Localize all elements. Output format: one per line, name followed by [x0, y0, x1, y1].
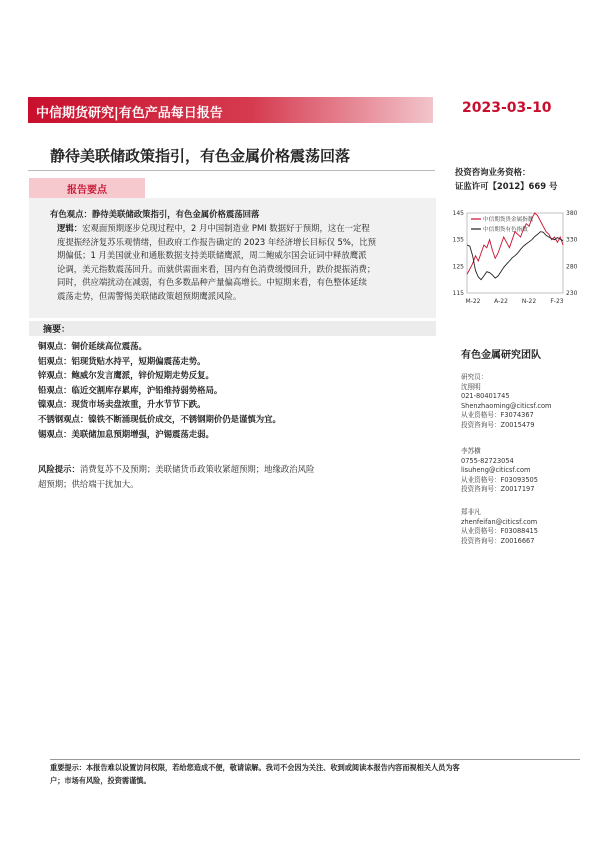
analyst-license: 从业资格号：F03093505: [461, 475, 538, 484]
view-item-copper: [38, 339, 438, 354]
footer-line: 户；市场有风险，投资需谨慎。: [50, 775, 151, 785]
view-label: 镍观点：: [38, 399, 72, 410]
risk-label: 风险提示：: [38, 464, 80, 474]
footer-divider: [50, 759, 580, 760]
page-title: 静待美联储政策指引，有色金属价格震荡回落: [50, 147, 351, 165]
y-left-tick-label: 145: [452, 210, 464, 217]
summary-line: 论调，美元指数震荡回升。而就供需面来看，国内有色消费缓慢回升，跌价提振消费；: [57, 263, 376, 274]
view-label: 锌观点：: [38, 370, 72, 381]
y-left-tick-label: 115: [452, 290, 464, 297]
logic-label: 逻辑：: [57, 223, 83, 233]
research-team: 有色金属研究团队: [461, 350, 541, 361]
index-line-chart: [445, 205, 585, 315]
analyst-card: [461, 373, 551, 431]
summary-heading: 有色观点：静待美联储政策指引，有色金属价格震荡回落: [50, 209, 260, 219]
license-title: 投资咨询业务资格：: [455, 167, 531, 177]
title-divider: [28, 170, 435, 171]
x-tick-label: F-23: [550, 298, 564, 305]
analyst-name: 郑非凡: [461, 508, 481, 516]
analyst-email[interactable]: Shenzhaoming@citicsf.com: [461, 401, 552, 410]
view-item-zinc: [38, 368, 438, 383]
y-right-tick-label: 230: [566, 290, 578, 297]
summary-line: 同时，供应端扰动在减弱，有色多数品种产量偏高增长。中短期来看，有色整体延续: [57, 277, 367, 288]
analyst-role: 研究员：: [461, 373, 488, 381]
risk-line: 消费复苏不及预期；美联储货币政策收紧超预期；地缘政治风险: [79, 464, 315, 474]
view-label: 铅观点：: [38, 384, 72, 395]
summary-line: 宏观面预期逐步兑现过程中，2 月中国制造业 PMI 数据好于预期，这在一定程: [82, 223, 370, 233]
view-item-tin: [38, 427, 438, 442]
metal-views-list: [38, 339, 438, 441]
analyst-phone: 0755-82723054: [461, 456, 514, 465]
analyst-license: 从业资格号：F3074367: [461, 411, 534, 420]
legend-label: 中信期货贵金属指数: [483, 217, 534, 223]
analyst-email[interactable]: zhenfeifan@citicsf.com: [461, 517, 538, 526]
x-tick-label: M-22: [465, 298, 481, 305]
summary-line: 期偏低；1 月美国就业和通胀数据支持美联储鹰派，周二鲍威尔国会证词中释放鹰派: [57, 250, 367, 261]
analyst-name: 李苏横: [461, 447, 481, 455]
risk-line: 超预期；供给端干扰加大。: [38, 478, 139, 489]
view-text: 美联储加息预期增强，沪锡震荡走弱。: [71, 428, 214, 439]
analyst-advisory-license: 投资咨询号：Z0016667: [461, 536, 535, 545]
summary-line: 度提振经济复苏乐观情绪，但政府工作报告确定的 2023 年经济增长目标仅 5%，比预: [57, 236, 376, 247]
view-label: 铜观点：: [38, 341, 72, 351]
y-right-tick-label: 330: [566, 236, 578, 244]
analyst-card: [461, 508, 538, 546]
view-text: 铝现货贴水持平，短期偏震荡走势。: [71, 355, 206, 366]
analyst-name: 沈照明: [461, 382, 481, 391]
analyst-card: [461, 447, 538, 495]
analyst-phone: 021-80401745: [461, 392, 510, 401]
view-text: 现货市场卖盘浓重，升水节节下跌。: [71, 399, 206, 410]
x-tick-label: N-22: [521, 298, 537, 305]
view-item-nickel: [38, 397, 438, 412]
risk-warning: [38, 462, 398, 491]
view-text: 鲍威尔发言鹰派，锌价短期走势反复。: [71, 370, 214, 381]
y-right-tick-label: 280: [566, 263, 578, 271]
legend-label: 中信期货有色指数: [483, 227, 528, 233]
view-text: 镍铁不断涌现低价成交，不锈钢期价仍是谨慎为宜。: [88, 413, 281, 424]
y-right-tick-label: 380: [566, 210, 578, 217]
series-line: [467, 232, 563, 280]
view-item-stainless: [38, 412, 438, 427]
view-item-aluminium: [38, 354, 438, 369]
summary-body: [57, 222, 435, 236]
report-series-title: 中信期货研究|有色产品每日报告: [36, 106, 223, 121]
view-item-lead: [38, 383, 438, 398]
analyst-advisory-license: 投资咨询号：Z0015479: [461, 420, 535, 429]
footer-disclaimer: [50, 762, 580, 787]
analyst-advisory-license: 投资咨询号：Z0017197: [461, 485, 535, 494]
analyst-email[interactable]: lisuheng@citicsf.com: [461, 466, 531, 475]
footer-line: 重要提示：本报告难以设置访问权限，若给您造成不便，敬请谅解。我司不会因为关注、收到或阅读本报告内容而视相关人员为客: [50, 763, 460, 772]
view-label: 铝观点：: [38, 355, 72, 366]
x-tick-label: A-22: [494, 298, 508, 305]
abstract-bar: [29, 321, 436, 336]
summary-line: 震荡走势，但需警惕美联储政策超预期鹰派风险。: [57, 291, 242, 301]
analyst-license: 从业资格号：F03088415: [461, 527, 538, 536]
report-highlights-tag: 报告要点: [29, 178, 145, 198]
license-number: 证监许可【2012】669 号: [455, 181, 558, 191]
view-text: 临近交割库存累库，沪铅维持弱势格局。: [71, 384, 223, 395]
view-text: 铜价延续高位震荡。: [71, 341, 147, 351]
y-left-tick-label: 135: [452, 236, 464, 244]
abstract-label: 摘要：: [43, 325, 71, 335]
view-label: 不锈钢观点：: [38, 413, 89, 424]
view-label: 锡观点：: [38, 428, 72, 439]
report-date: 2023-03-10: [462, 100, 552, 116]
y-left-tick-label: 125: [452, 263, 464, 271]
